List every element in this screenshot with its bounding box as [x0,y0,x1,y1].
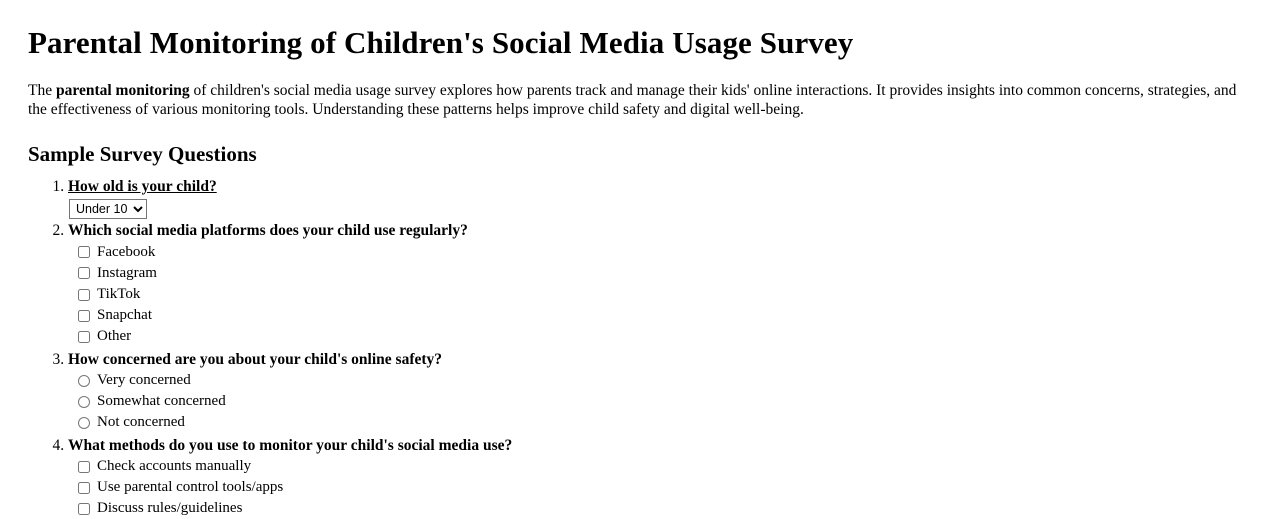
option-label-instagram: Instagram [97,264,157,281]
list-item [78,305,1250,326]
question-label-1: How old is your child? [68,177,217,195]
question-1-control [68,196,1250,219]
intro-emphasis: parental monitoring [55,82,190,100]
checkbox-instagram[interactable] [78,267,90,279]
radio-very-concerned[interactable] [78,375,90,387]
list-item [78,326,1250,347]
section-title: Sample Survey Questions [28,141,257,166]
checkbox-check-accounts-manually[interactable] [78,461,90,473]
page-title: Parental Monitoring of Children's Social Media Usage Survey [28,25,854,60]
survey-question-list [28,177,1250,519]
checkbox-other[interactable] [78,331,90,343]
intro-prefix: The [28,82,56,100]
list-item [78,263,1250,284]
list-item [78,498,1250,519]
option-label-snapchat: Snapchat [97,307,152,324]
question-label-4: What methods do you use to monitor your child's social media use? [68,436,513,454]
question-item-2 [68,221,1250,347]
radio-somewhat-concerned[interactable] [78,396,90,408]
list-item [78,412,1250,433]
question-2-options [68,242,1250,348]
question-item-1 [68,177,1250,219]
intro-paragraph [28,82,1250,120]
option-label-check-accounts-manually: Check accounts manually [97,457,252,474]
radio-not-concerned[interactable] [78,417,90,429]
question-label-3: How concerned are you about your child's online safety? [68,350,443,368]
question-item-4 [68,436,1250,519]
option-label-somewhat-concerned: Somewhat concerned [97,393,226,410]
list-item [78,242,1250,263]
question-item-3 [68,350,1250,434]
child-age-select[interactable] [69,199,147,219]
list-item [78,284,1250,305]
option-label-other: Other [97,328,132,345]
checkbox-tiktok[interactable] [78,289,90,301]
question-4-options [68,456,1250,519]
question-3-options [68,370,1250,434]
checkbox-facebook[interactable] [78,246,90,258]
checkbox-snapchat[interactable] [78,310,90,322]
option-label-facebook: Facebook [97,243,156,260]
option-label-not-concerned: Not concerned [97,414,185,431]
checkbox-discuss-rules[interactable] [78,503,90,515]
option-label-tiktok: TikTok [97,286,141,303]
checkbox-parental-control-tools[interactable] [78,482,90,494]
option-label-very-concerned: Very concerned [97,371,191,388]
list-item [78,370,1250,391]
question-label-2: Which social media platforms does your child use regularly? [68,222,468,240]
list-item [78,456,1250,477]
option-label-parental-control-tools: Use parental control tools/apps [97,479,284,496]
list-item [78,391,1250,412]
option-label-discuss-rules: Discuss rules/guidelines [97,500,243,517]
intro-rest: of children's social media usage survey explores how parents track and manage their kids' online interactions. It provides insights into common concerns, strategies, and the effectiveness of various monitoring tools. Understanding these patterns helps improve child safety and digital well-being. [28,82,1237,118]
list-item [78,477,1250,498]
